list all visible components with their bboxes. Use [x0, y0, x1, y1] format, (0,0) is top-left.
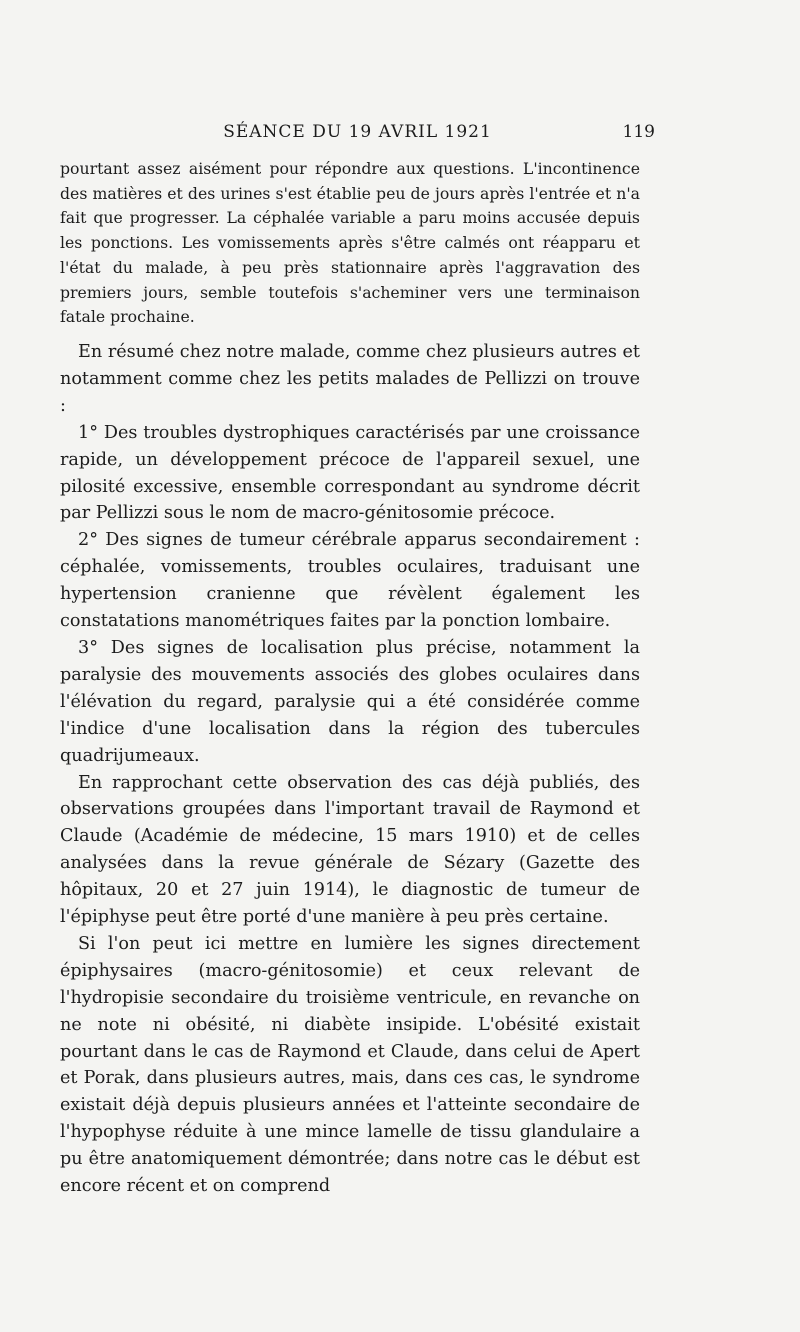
- paragraph: 2° Des signes de tumeur cérébrale apparus secondairement : céphalée, vomissements, troubles oculaires, traduisant une hypertension cranienne que révèlent également les constatations manométriques faites par la ponction lombaire.: [60, 530, 640, 632]
- continued-paragraph: [60, 157, 640, 330]
- paragraph: En résumé chez notre malade, comme chez plusieurs autres et notamment comme chez les petits malades de Pellizzi on trouve :: [60, 342, 640, 416]
- page-header: [60, 122, 655, 146]
- paragraph: pourtant assez aisément pour répondre aux questions. L'incontinence des matières et des urines s'est établie peu de jours après l'entrée et n'a fait que progresser. La céphalée variable a paru moins accusée depuis les ponctions. Les vomissements après s'être calmés ont réapparu et l'état du malade, à peu près stationnaire après l'aggravation des premiers jours, semble toutefois s'acheminer vers une terminaison fatale prochaine.: [60, 159, 640, 327]
- paragraph: Si l'on peut ici mettre en lumière les signes directement épiphysaires (macro-génitosomie) et ceux relevant de l'hydropisie secondaire du troisième ventricule, en revanche on ne note ni obésité, ni diabète insipide. L'obésité existait pourtant dans le cas de Raymond et Claude, dans celui de Apert et Porak, dans plusieurs autres, mais, dans ces cas, le syndrome existait déjà depuis plusieurs années et l'atteinte secondaire de l'hypophyse réduite à une mince lamelle de tissu glandulaire a pu être anatomiquement démontrée; dans notre cas le début est encore récent et on comprend: [60, 933, 640, 1197]
- paragraph: En rapprochant cette observation des cas déjà publiés, des observations groupées dans l'important travail de Raymond et Claude (Académie de médecine, 15 mars 1910) et de celles analysées dans la revue générale de Sézary (Gazette des hôpitaux, 20 et 27 juin 1914), le diagnostic de tumeur de l'épiphyse peut être porté d'une manière à peu près certaine.: [60, 772, 640, 928]
- page-number: 119: [622, 122, 655, 142]
- paragraph: 3° Des signes de localisation plus précise, notamment la paralysie des mouvements associés des globes oculaires dans l'élévation du regard, paralysie qui a été considérée comme l'indice d'une localisation dans la région des tubercules quadrijumeaux.: [60, 637, 640, 766]
- paragraph: 1° Des troubles dystrophiques caractérisés par une croissance rapide, un développement précoce de l'appareil sexuel, une pilosité excessive, ensemble correspondant au syndrome décrit par Pellizzi sous le nom de macro-génitosomie précoce.: [60, 422, 640, 524]
- main-text: [60, 339, 640, 1200]
- running-title: SÉANCE DU 19 AVRIL 1921: [223, 122, 492, 142]
